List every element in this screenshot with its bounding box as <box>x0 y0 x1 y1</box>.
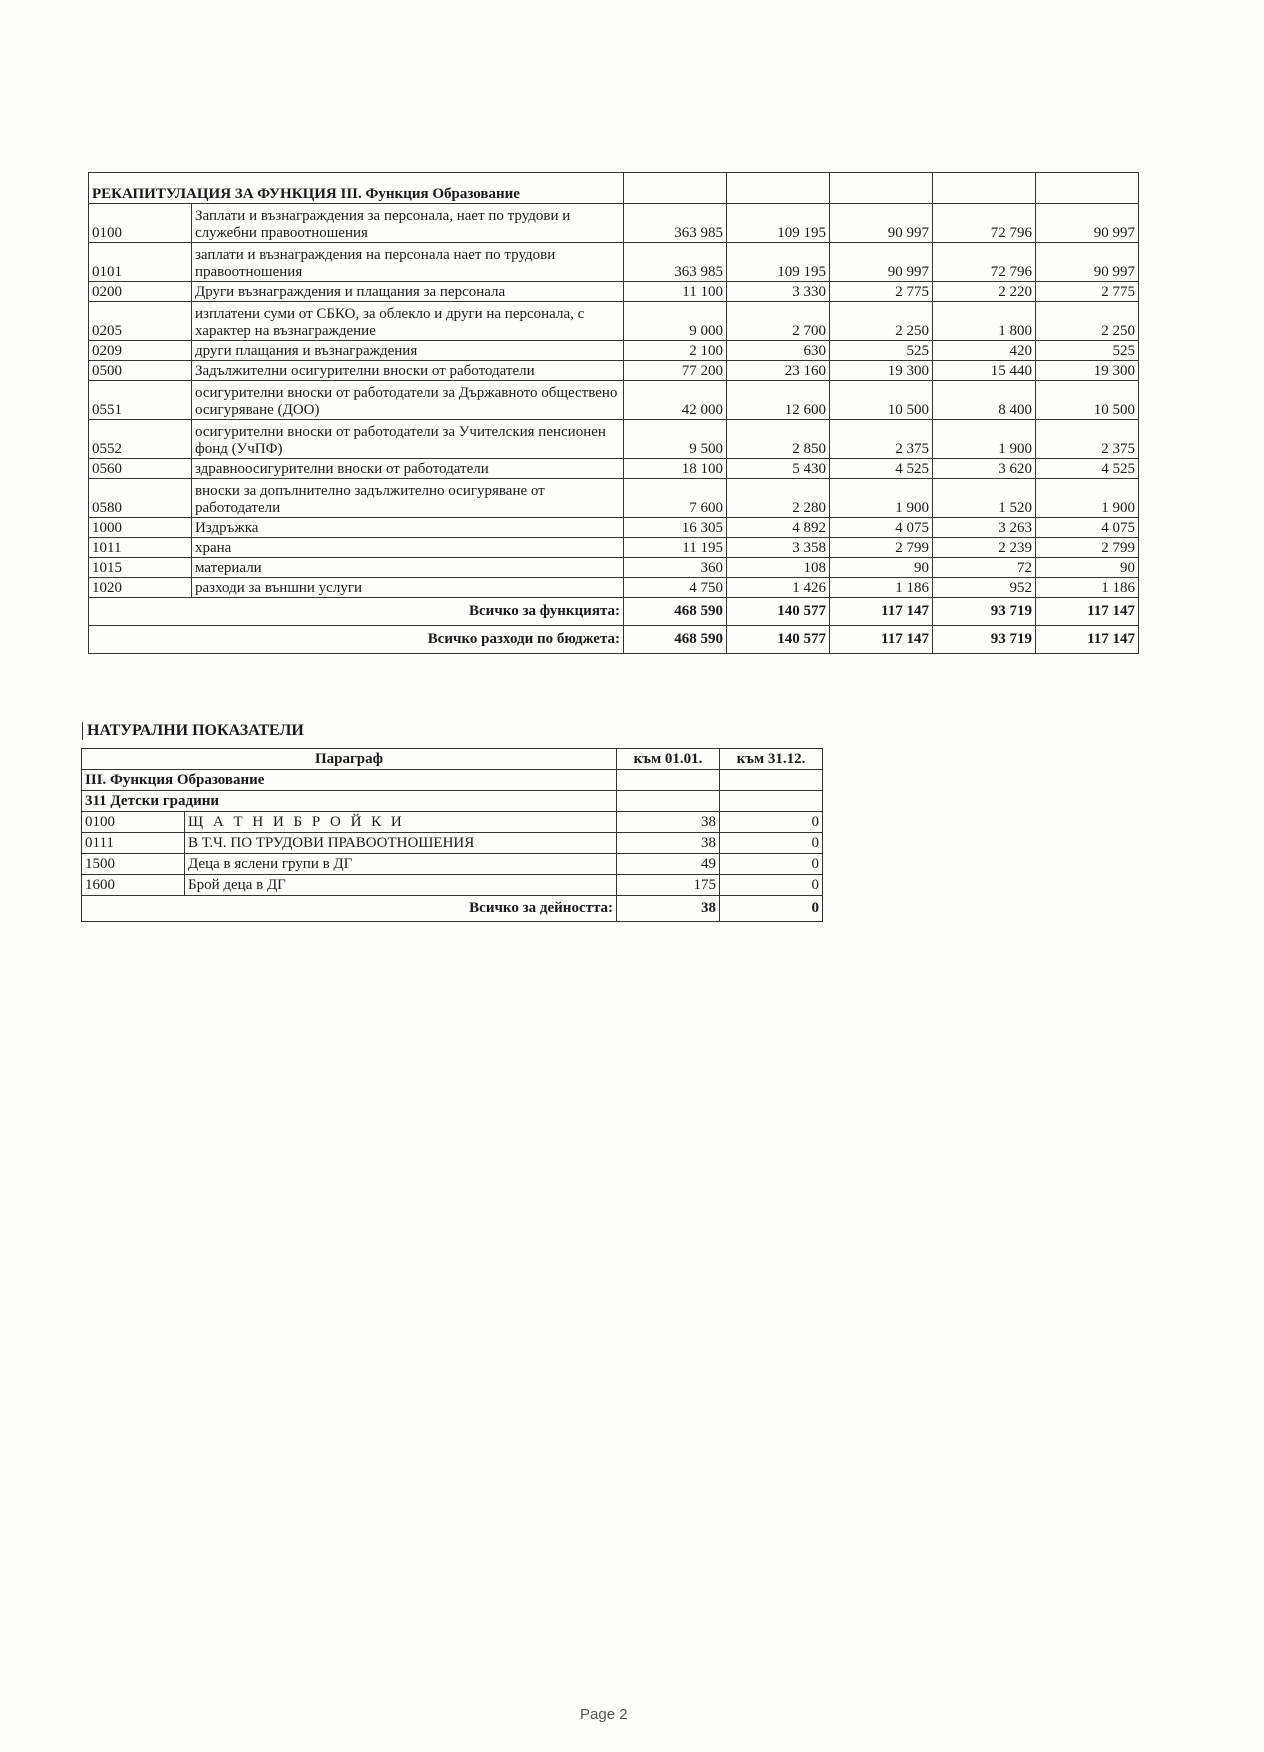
row-value: 2 250 <box>1036 302 1139 341</box>
nat-total-label: Всичко за дейността: <box>82 896 617 922</box>
row-value: 16 305 <box>624 518 727 538</box>
row-value: 1 426 <box>727 578 830 598</box>
row-value: 4 892 <box>727 518 830 538</box>
row-description: други плащания и възнаграждения <box>192 341 624 361</box>
row-code: 0111 <box>82 833 185 854</box>
row-value: 4 525 <box>1036 459 1139 479</box>
row-value: 360 <box>624 558 727 578</box>
table-row <box>89 420 1139 459</box>
row-value: 1 900 <box>933 420 1036 459</box>
nat-section-kindergartens-label: 311 Детски градини <box>82 791 617 812</box>
row-description: здравноосигурителни вноски от работодатели <box>192 459 624 479</box>
row-value: 9 000 <box>624 302 727 341</box>
row-value: 90 <box>830 558 933 578</box>
total-value: 117 147 <box>830 626 933 654</box>
row-description: вноски за допълнително задължително осигуряване от работодатели <box>192 479 624 518</box>
row-value: 42 000 <box>624 381 727 420</box>
table-row <box>89 479 1139 518</box>
row-value: 9 500 <box>624 420 727 459</box>
row-description: Издръжка <box>192 518 624 538</box>
table-row <box>89 459 1139 479</box>
row-description: Други възнаграждения и плащания за персонала <box>192 282 624 302</box>
row-code: 0205 <box>89 302 192 341</box>
row-value: 4 750 <box>624 578 727 598</box>
nat-header-paragraph: Параграф <box>82 749 617 770</box>
row-description: осигурителни вноски от работодатели за Държавното обществено осигуряване (ДОО) <box>192 381 624 420</box>
row-value: 11 195 <box>624 538 727 558</box>
row-value: 2 775 <box>1036 282 1139 302</box>
table-row <box>89 243 1139 282</box>
row-value-start: 38 <box>617 812 720 833</box>
row-description: заплати и възнаграждения на персонала нает по трудови правоотношения <box>192 243 624 282</box>
row-value: 10 500 <box>830 381 933 420</box>
table-row <box>82 812 823 833</box>
row-value: 1 800 <box>933 302 1036 341</box>
row-value-start: 175 <box>617 875 720 896</box>
row-value: 109 195 <box>727 204 830 243</box>
total-value: 117 147 <box>830 598 933 626</box>
row-value: 15 440 <box>933 361 1036 381</box>
row-value-end: 0 <box>720 854 823 875</box>
table-row <box>89 381 1139 420</box>
row-value: 2 280 <box>727 479 830 518</box>
row-value: 72 796 <box>933 243 1036 282</box>
row-value: 7 600 <box>624 479 727 518</box>
row-value: 90 997 <box>830 243 933 282</box>
row-value: 525 <box>830 341 933 361</box>
row-description: изплатени суми от СБКО, за облекло и други на персонала, с характер на възнаграждение <box>192 302 624 341</box>
natural-indicators-title: НАТУРАЛНИ ПОКАЗАТЕЛИ <box>82 722 304 740</box>
row-value: 4 525 <box>830 459 933 479</box>
recap-title: РЕКАПИТУЛАЦИЯ ЗА ФУНКЦИЯ III. Функция Образование <box>89 173 624 204</box>
row-value: 5 430 <box>727 459 830 479</box>
row-description: Брой деца в ДГ <box>185 875 617 896</box>
nat-header-row <box>82 749 823 770</box>
nat-total-value-end: 0 <box>720 896 823 922</box>
row-value-end: 0 <box>720 833 823 854</box>
table-row <box>89 341 1139 361</box>
row-value: 10 500 <box>1036 381 1139 420</box>
row-value: 363 985 <box>624 204 727 243</box>
total-value: 468 590 <box>624 626 727 654</box>
row-value: 2 375 <box>1036 420 1139 459</box>
row-value: 1 900 <box>1036 479 1139 518</box>
row-description: В Т.Ч. ПО ТРУДОВИ ПРАВООТНОШЕНИЯ <box>185 833 617 854</box>
row-value: 77 200 <box>624 361 727 381</box>
row-code: 0500 <box>89 361 192 381</box>
row-code: 0580 <box>89 479 192 518</box>
table-row <box>89 558 1139 578</box>
row-value: 11 100 <box>624 282 727 302</box>
table-row <box>89 361 1139 381</box>
table-row <box>82 854 823 875</box>
total-function-label: Всичко за функцията: <box>89 598 624 626</box>
nat-section-kindergartens <box>82 791 823 812</box>
row-value-end: 0 <box>720 875 823 896</box>
row-code: 0552 <box>89 420 192 459</box>
row-code: 1020 <box>89 578 192 598</box>
row-value: 1 900 <box>830 479 933 518</box>
total-value: 117 147 <box>1036 626 1139 654</box>
row-code: 1500 <box>82 854 185 875</box>
row-value: 8 400 <box>933 381 1036 420</box>
row-value: 3 358 <box>727 538 830 558</box>
row-description: разходи за външни услуги <box>192 578 624 598</box>
row-value: 2 239 <box>933 538 1036 558</box>
row-code: 0101 <box>89 243 192 282</box>
row-code: 1000 <box>89 518 192 538</box>
row-code: 0100 <box>82 812 185 833</box>
row-value: 2 220 <box>933 282 1036 302</box>
row-value: 3 263 <box>933 518 1036 538</box>
row-value: 19 300 <box>1036 361 1139 381</box>
total-value: 117 147 <box>1036 598 1139 626</box>
recap-title-row <box>89 173 1139 204</box>
row-value: 1 186 <box>1036 578 1139 598</box>
total-function-row <box>89 598 1139 626</box>
row-code: 1011 <box>89 538 192 558</box>
row-value: 363 985 <box>624 243 727 282</box>
total-value: 140 577 <box>727 598 830 626</box>
row-value: 4 075 <box>830 518 933 538</box>
table-row <box>89 578 1139 598</box>
page-footer: Page 2 <box>580 1706 628 1723</box>
row-description: Заплати и възнаграждения за персонала, нает по трудови и служебни правоотношения <box>192 204 624 243</box>
row-value: 630 <box>727 341 830 361</box>
table-row <box>89 282 1139 302</box>
total-value: 93 719 <box>933 626 1036 654</box>
row-value-end: 0 <box>720 812 823 833</box>
nat-total-row <box>82 896 823 922</box>
row-value: 2 799 <box>1036 538 1139 558</box>
row-value: 3 330 <box>727 282 830 302</box>
row-value: 420 <box>933 341 1036 361</box>
nat-section-function <box>82 770 823 791</box>
row-description: Задължителни осигурителни вноски от работодатели <box>192 361 624 381</box>
row-description: осигурителни вноски от работодатели за Учителския пенсионен фонд (УчПФ) <box>192 420 624 459</box>
row-value-start: 38 <box>617 833 720 854</box>
total-value: 468 590 <box>624 598 727 626</box>
row-value: 18 100 <box>624 459 727 479</box>
row-value: 952 <box>933 578 1036 598</box>
row-value: 4 075 <box>1036 518 1139 538</box>
nat-section-function-label: III. Функция Образование <box>82 770 617 791</box>
row-value: 12 600 <box>727 381 830 420</box>
row-code: 0551 <box>89 381 192 420</box>
row-code: 1600 <box>82 875 185 896</box>
row-value: 2 700 <box>727 302 830 341</box>
natural-indicators-table <box>81 748 823 922</box>
row-value: 108 <box>727 558 830 578</box>
row-value: 1 520 <box>933 479 1036 518</box>
row-value: 3 620 <box>933 459 1036 479</box>
total-budget-label: Всичко разходи по бюджета: <box>89 626 624 654</box>
row-value: 2 375 <box>830 420 933 459</box>
row-value: 90 997 <box>830 204 933 243</box>
row-description: материали <box>192 558 624 578</box>
row-value: 2 250 <box>830 302 933 341</box>
row-value: 109 195 <box>727 243 830 282</box>
row-description: Щ А Т Н И Б Р О Й К И <box>185 812 617 833</box>
row-value: 90 997 <box>1036 204 1139 243</box>
table-row <box>82 833 823 854</box>
row-value: 19 300 <box>830 361 933 381</box>
row-value: 72 796 <box>933 204 1036 243</box>
row-value: 2 775 <box>830 282 933 302</box>
row-value: 2 100 <box>624 341 727 361</box>
row-description: Деца в яслени групи в ДГ <box>185 854 617 875</box>
nat-header-col2: към 31.12. <box>720 749 823 770</box>
row-value: 72 <box>933 558 1036 578</box>
total-value: 140 577 <box>727 626 830 654</box>
row-code: 0100 <box>89 204 192 243</box>
table-row <box>89 302 1139 341</box>
recap-table <box>88 172 1139 654</box>
row-code: 0209 <box>89 341 192 361</box>
row-value: 23 160 <box>727 361 830 381</box>
row-value: 525 <box>1036 341 1139 361</box>
row-code: 0560 <box>89 459 192 479</box>
row-code: 1015 <box>89 558 192 578</box>
table-row <box>82 875 823 896</box>
row-value-start: 49 <box>617 854 720 875</box>
row-value: 1 186 <box>830 578 933 598</box>
row-value: 90 <box>1036 558 1139 578</box>
row-code: 0200 <box>89 282 192 302</box>
table-row <box>89 518 1139 538</box>
row-value: 2 799 <box>830 538 933 558</box>
nat-total-value-start: 38 <box>617 896 720 922</box>
row-value: 90 997 <box>1036 243 1139 282</box>
row-description: храна <box>192 538 624 558</box>
total-budget-row <box>89 626 1139 654</box>
table-row <box>89 538 1139 558</box>
table-row <box>89 204 1139 243</box>
nat-header-col1: към 01.01. <box>617 749 720 770</box>
row-value: 2 850 <box>727 420 830 459</box>
total-value: 93 719 <box>933 598 1036 626</box>
